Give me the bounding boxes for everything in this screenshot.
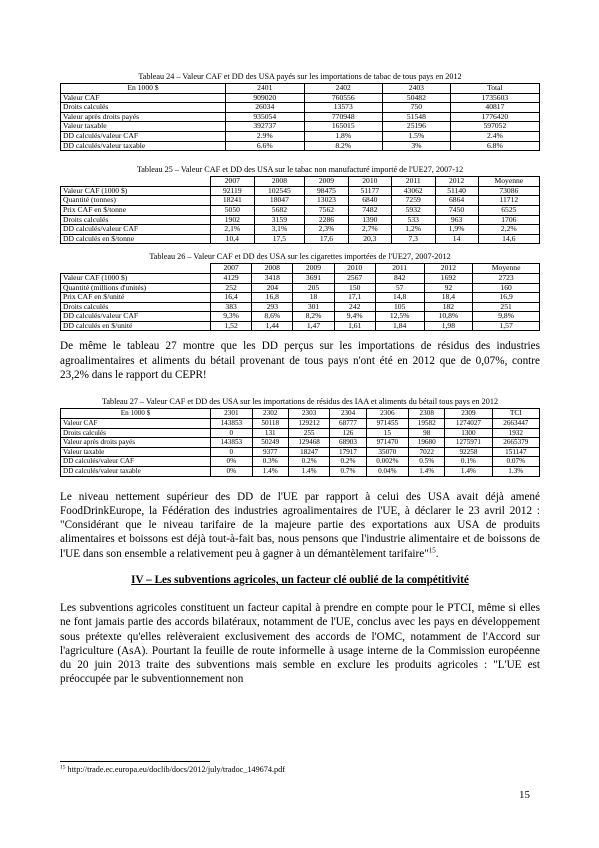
- table-cell: 182: [424, 302, 473, 312]
- table-cell: 18241: [211, 196, 255, 206]
- table-row: [61, 112, 540, 122]
- table-cell: 9,4%: [334, 312, 375, 322]
- footnote-15: [60, 765, 285, 775]
- table-row: [61, 131, 540, 141]
- table-cell: 5932: [391, 205, 435, 215]
- table-cell: 0.002%: [366, 457, 409, 467]
- footnote-divider: [60, 761, 210, 762]
- table-cell: 8.2%: [304, 141, 383, 151]
- table-cell: 1.8%: [304, 131, 383, 141]
- table-cell: 2.4%: [450, 131, 539, 141]
- table-cell: 7259: [391, 196, 435, 206]
- table-header-cell: 2401: [226, 84, 305, 94]
- table-cell: 18: [293, 293, 334, 303]
- table-cell: 2663447: [492, 418, 539, 428]
- table-cell: 0.1%: [445, 457, 492, 467]
- table-header-cell: 2007: [211, 177, 255, 187]
- table-header-cell: Moyenne: [478, 177, 539, 187]
- table-cell: 13573: [304, 103, 383, 113]
- paragraph-fooddrinkeurope-text: Le niveau nettement supérieur des DD de l'UE par rapport à celui des USA avait déjà amené FoodDrinkEurope, la Fédération des industries agroalimentaires de l'UE, à déclarer le 23 avril 2012 : "Considérant que le niveau tarifaire de la majeure partie des exportations aux USA de produits alimentaires et boissons est déjà tout-à-fait bas, nous pensons que l'industrie alimentaire et de boissons de l'UE dans son ensemble a relativement peu à gagner à un démantèlement tarifaire": [60, 490, 540, 560]
- table-cell: 0.04%: [366, 466, 409, 476]
- table-header-cell: 2403: [383, 84, 451, 94]
- table-row-label: Valeur CAF: [61, 418, 211, 428]
- table-cell: 6840: [348, 196, 391, 206]
- table-cell: 126: [330, 428, 366, 438]
- table-cell: 50249: [252, 438, 288, 448]
- table-cell: 7562: [305, 205, 349, 215]
- table-cell: 17,6: [305, 234, 349, 244]
- table-cell: 255: [288, 428, 330, 438]
- table-cell: 0%: [211, 457, 253, 467]
- table-cell: 6.6%: [226, 141, 305, 151]
- table-cell: 2286: [305, 215, 349, 225]
- table-cell: 1.3%: [492, 466, 539, 476]
- table-cell: 9377: [252, 447, 288, 457]
- page-body: [60, 72, 540, 687]
- paragraph-fooddrinkeurope-end: .: [435, 547, 439, 560]
- table-row-label: Prix CAF en $/unité: [61, 293, 211, 303]
- table-row-label: Droits calculés: [61, 215, 211, 225]
- table-row: [61, 225, 540, 235]
- table-cell: 150: [334, 283, 375, 293]
- table-cell: 1,84: [375, 321, 424, 331]
- table-cell: 1932: [492, 428, 539, 438]
- table-cell: 6525: [478, 205, 539, 215]
- table-cell: 0.07%: [492, 457, 539, 467]
- table-header-row: [61, 177, 540, 187]
- table-cell: 51140: [435, 186, 478, 196]
- table-header-cell: TCI: [492, 409, 539, 419]
- table-cell: 1902: [211, 215, 255, 225]
- table-cell: 160: [473, 283, 540, 293]
- table-header-cell: 2008: [252, 264, 293, 274]
- table-row-label: DD calculés/valeur taxable: [61, 466, 211, 476]
- table-cell: 92119: [211, 186, 255, 196]
- table-cell: 0.5%: [409, 457, 445, 467]
- table-cell: 12,5%: [375, 312, 424, 322]
- table-cell: 73086: [478, 186, 539, 196]
- table-cell: 909020: [226, 93, 305, 103]
- table-cell: 935054: [226, 112, 305, 122]
- table-header-cell: 2011: [391, 177, 435, 187]
- footnote-ref-15[interactable]: 15: [428, 545, 436, 554]
- table-cell: 242: [334, 302, 375, 312]
- table-header-cell: 2308: [409, 409, 445, 419]
- table-cell: 18247: [288, 447, 330, 457]
- table-row-label: Droits calculés: [61, 302, 211, 312]
- table-cell: 1,57: [473, 321, 540, 331]
- table-cell: 252: [211, 283, 252, 293]
- table-cell: 4129: [211, 273, 252, 283]
- paragraph-fooddrinkeurope: [60, 490, 540, 561]
- table-cell: 1735603: [450, 93, 539, 103]
- footnote-link[interactable]: http://trade.ec.europa.eu/doclib/docs/2012/july/tradoc_149674.pdf: [65, 765, 285, 774]
- table25-caption: Tableau 25 – Valeur CAF et DD des USA sur le tabac non manufacturé importé de l'UE27, 2007-12: [136, 165, 464, 175]
- table-header-cell: En 1000 $: [61, 84, 226, 94]
- table-cell: 15: [366, 428, 409, 438]
- table-cell: 2567: [334, 273, 375, 283]
- table-cell: 13023: [305, 196, 349, 206]
- table-cell: 7022: [409, 447, 445, 457]
- table-cell: 92: [424, 283, 473, 293]
- table-cell: 131: [252, 428, 288, 438]
- table-cell: 18047: [254, 196, 305, 206]
- table-cell: 2,3%: [305, 225, 349, 235]
- table-cell: 17,1: [334, 293, 375, 303]
- table-cell: 57: [375, 283, 424, 293]
- table-row: [61, 447, 540, 457]
- table-cell: 0.2%: [288, 457, 330, 467]
- table-cell: 11712: [478, 196, 539, 206]
- table27: [60, 408, 540, 476]
- table-header-row: [61, 84, 540, 94]
- table-header-cell: 2009: [305, 177, 349, 187]
- table-cell: 26034: [226, 103, 305, 113]
- table26: [60, 263, 540, 331]
- table-cell: 1274027: [445, 418, 492, 428]
- table-cell: 760556: [304, 93, 383, 103]
- table-cell: 392737: [226, 122, 305, 132]
- table-header-cell: 2301: [211, 409, 253, 419]
- table-row: [61, 293, 540, 303]
- table27-caption: Tableau 27 – Valeur CAF et DD des USA sur les importations de résidus des IAA et aliments du bétail tous pays en 2012: [101, 397, 499, 407]
- table-cell: 971455: [366, 418, 409, 428]
- table-cell: 3691: [293, 273, 334, 283]
- table-cell: 9,3%: [211, 312, 252, 322]
- paragraph-tableau27-intro: De même le tableau 27 montre que les DD perçus sur les importations de résidus des industries agroalimentaires et aliments du bétail provenant de tous pays n'ont été en 2012 que de 0,07%, contre 23,2% dans le rapport du CEPR!: [60, 340, 540, 382]
- table-cell: 3,1%: [254, 225, 305, 235]
- table-row: [61, 457, 540, 467]
- table-cell: 68777: [330, 418, 366, 428]
- table-header-cell: 2303: [288, 409, 330, 419]
- table-cell: 50118: [252, 418, 288, 428]
- table-cell: 92258: [445, 447, 492, 457]
- table-row: [61, 186, 540, 196]
- table-row: [61, 103, 540, 113]
- table-header-cell: 2010: [348, 177, 391, 187]
- table-header-cell: 2011: [375, 264, 424, 274]
- table24-caption: Tableau 24 – Valeur CAF et DD des USA payés sur les importations de tabac de tous pays en 2012: [138, 72, 462, 81]
- table-cell: 40817: [450, 103, 539, 113]
- table-row-label: Quantité (millions d'unités): [61, 283, 211, 293]
- table-header-cell: 2010: [334, 264, 375, 274]
- table-row: [61, 283, 540, 293]
- table-header-cell: 2402: [304, 84, 383, 94]
- table-header-cell: 2009: [293, 264, 334, 274]
- table-row: [61, 141, 540, 151]
- table-cell: 25196: [383, 122, 451, 132]
- table-cell: 205: [293, 283, 334, 293]
- table-row: [61, 321, 540, 331]
- table-header-cell: 2012: [424, 264, 473, 274]
- table-cell: 102545: [254, 186, 305, 196]
- table24: [60, 83, 540, 151]
- table-cell: 1706: [478, 215, 539, 225]
- table-header-cell: Total: [450, 84, 539, 94]
- table-cell: 50482: [383, 93, 451, 103]
- table-header-row: [61, 409, 540, 419]
- table-row-label: DD calculés/valeur taxable: [61, 141, 226, 151]
- table-cell: 9,8%: [473, 312, 540, 322]
- table-cell: 963: [435, 215, 478, 225]
- table-cell: 7,3: [391, 234, 435, 244]
- table-row: [61, 234, 540, 244]
- table-cell: 1.4%: [288, 466, 330, 476]
- table-row: [61, 428, 540, 438]
- table-row: [61, 196, 540, 206]
- table-cell: 68903: [330, 438, 366, 448]
- table-cell: 5050: [211, 205, 255, 215]
- page-number: 15: [519, 789, 530, 801]
- table-row-label: DD calculés/valeur CAF: [61, 457, 211, 467]
- table-cell: 129468: [288, 438, 330, 448]
- table-cell: 2723: [473, 273, 540, 283]
- table26-caption: Tableau 26 – Valeur CAF et DD des USA sur les cigarettes importées de l'UE27, 2007-2012: [149, 252, 451, 262]
- table-header-cell: 2306: [366, 409, 409, 419]
- table-cell: 14,6: [478, 234, 539, 244]
- table-cell: 0%: [211, 466, 253, 476]
- table-header-cell: 2008: [254, 177, 305, 187]
- table-cell: 19680: [409, 438, 445, 448]
- table-row-label: DD calculés/valeur CAF: [61, 312, 211, 322]
- table-row-label: Valeur taxable: [61, 447, 211, 457]
- footnote-number: 15: [60, 764, 66, 771]
- table-row: [61, 273, 540, 283]
- table-header-cell: [61, 264, 211, 274]
- table-cell: 3%: [383, 141, 451, 151]
- table-cell: 6864: [435, 196, 478, 206]
- table-cell: 18,4: [424, 293, 473, 303]
- table-row-label: Valeur taxable: [61, 122, 226, 132]
- table-cell: 14: [435, 234, 478, 244]
- table-cell: 1.4%: [445, 466, 492, 476]
- table-cell: 8,2%: [293, 312, 334, 322]
- table-cell: 8,6%: [252, 312, 293, 322]
- table-cell: 165015: [304, 122, 383, 132]
- table-cell: 19582: [409, 418, 445, 428]
- table-header-cell: 2007: [211, 264, 252, 274]
- table-cell: 6.8%: [450, 141, 539, 151]
- table-cell: 143853: [211, 418, 253, 428]
- table-header-cell: Moyenne: [473, 264, 540, 274]
- table-cell: 10,4: [211, 234, 255, 244]
- table-cell: 105: [375, 302, 424, 312]
- table-cell: 1.4%: [409, 466, 445, 476]
- table-cell: 51177: [348, 186, 391, 196]
- table-cell: 1,47: [293, 321, 334, 331]
- table-cell: 533: [391, 215, 435, 225]
- table-cell: 1,9%: [435, 225, 478, 235]
- table-row: [61, 312, 540, 322]
- table-row: [61, 418, 540, 428]
- table-header-cell: 2302: [252, 409, 288, 419]
- table-cell: 0: [211, 428, 253, 438]
- table-cell: 3159: [254, 215, 305, 225]
- table-cell: 251: [473, 302, 540, 312]
- table-cell: 2665379: [492, 438, 539, 448]
- table-cell: 1,44: [252, 321, 293, 331]
- table-row-label: Valeur CAF (1000 $): [61, 186, 211, 196]
- table-cell: 17,5: [254, 234, 305, 244]
- table-cell: 1,98: [424, 321, 473, 331]
- table-cell: 2,1%: [211, 225, 255, 235]
- table-cell: 3418: [252, 273, 293, 283]
- table-cell: 1.5%: [383, 131, 451, 141]
- table-cell: 750: [383, 103, 451, 113]
- table-row-label: Valeur après droits payés: [61, 112, 226, 122]
- table-cell: 35070: [366, 447, 409, 457]
- table-header-cell: 2012: [435, 177, 478, 187]
- table-row-label: Droits calculés: [61, 103, 226, 113]
- table-cell: 16,4: [211, 293, 252, 303]
- table-row-label: DD calculés en $/tonne: [61, 234, 211, 244]
- table-row: [61, 205, 540, 215]
- table-cell: 770948: [304, 112, 383, 122]
- table-cell: 1300: [445, 428, 492, 438]
- table-cell: 2,7%: [348, 225, 391, 235]
- table-row-label: Quantité (tonnes): [61, 196, 211, 206]
- table-cell: 597052: [450, 122, 539, 132]
- table-cell: 10,8%: [424, 312, 473, 322]
- section-heading: IV – Les subventions agricoles, un facteur clé oublié de la compétitivité: [131, 574, 469, 586]
- table-row: [61, 438, 540, 448]
- table-cell: 0.3%: [252, 457, 288, 467]
- table-cell: 1776420: [450, 112, 539, 122]
- table-cell: 1,2%: [391, 225, 435, 235]
- table-cell: 43062: [391, 186, 435, 196]
- table-cell: 383: [211, 302, 252, 312]
- table-cell: 14,8: [375, 293, 424, 303]
- table-cell: 7482: [348, 205, 391, 215]
- table-cell: 293: [252, 302, 293, 312]
- table-cell: 1275971: [445, 438, 492, 448]
- table-row-label: DD calculés/valeur CAF: [61, 225, 211, 235]
- table-cell: 17917: [330, 447, 366, 457]
- table-cell: 0.7%: [330, 466, 366, 476]
- table-cell: 0.2%: [330, 457, 366, 467]
- table-cell: 151147: [492, 447, 539, 457]
- paragraph-subventions: Les subventions agricoles constituent un facteur capital à prendre en compte pour le PTCI, même si elles ne font jamais partie des accords bilatéraux, notamment de l'UE, conclus avec les pays en développement sous prétexte qu'elles relèveraient exclusivement des accords de l'OMC, notamment de l'Accord sur l'agriculture (AsA). Pourtant la feuille de route informelle à usage interne de la Commission européenne du 20 juin 2013 traite des subventions mais semble en exclure les produits agricoles : "L'UE est préoccupée par le subventionnement non: [60, 602, 540, 686]
- table-cell: 204: [252, 283, 293, 293]
- table-cell: 1390: [348, 215, 391, 225]
- table-cell: 98: [409, 428, 445, 438]
- table-row-label: Valeur CAF (1000 $): [61, 273, 211, 283]
- table-cell: 20,3: [348, 234, 391, 244]
- table-cell: 1,52: [211, 321, 252, 331]
- table-cell: 7450: [435, 205, 478, 215]
- table-cell: 1,61: [334, 321, 375, 331]
- table-header-row: [61, 264, 540, 274]
- table-header-cell: 2304: [330, 409, 366, 419]
- table-cell: 842: [375, 273, 424, 283]
- table-cell: 98475: [305, 186, 349, 196]
- table-row-label: DD calculés en $/unité: [61, 321, 211, 331]
- table-cell: 301: [293, 302, 334, 312]
- table-row-label: DD calculés/valeur CAF: [61, 131, 226, 141]
- table-cell: 0: [211, 447, 253, 457]
- table-row: [61, 466, 540, 476]
- table-cell: 2.9%: [226, 131, 305, 141]
- table-cell: 51548: [383, 112, 451, 122]
- table-cell: 1692: [424, 273, 473, 283]
- table-cell: 5682: [254, 205, 305, 215]
- table-row: [61, 93, 540, 103]
- table25: [60, 176, 540, 244]
- table-cell: 2,2%: [478, 225, 539, 235]
- table-cell: 16,8: [252, 293, 293, 303]
- table-cell: 971470: [366, 438, 409, 448]
- table-row-label: Valeur après droits payés: [61, 438, 211, 448]
- table-row-label: Droits calculés: [61, 428, 211, 438]
- table-cell: 1.4%: [252, 466, 288, 476]
- table-header-cell: [61, 177, 211, 187]
- table-row-label: Prix CAF en $/tonne: [61, 205, 211, 215]
- table-cell: 143853: [211, 438, 253, 448]
- table-header-cell: 2309: [445, 409, 492, 419]
- table-cell: 129212: [288, 418, 330, 428]
- table-header-cell: En 1000 $: [61, 409, 211, 419]
- table-row-label: Valeur CAF: [61, 93, 226, 103]
- table-cell: 16,9: [473, 293, 540, 303]
